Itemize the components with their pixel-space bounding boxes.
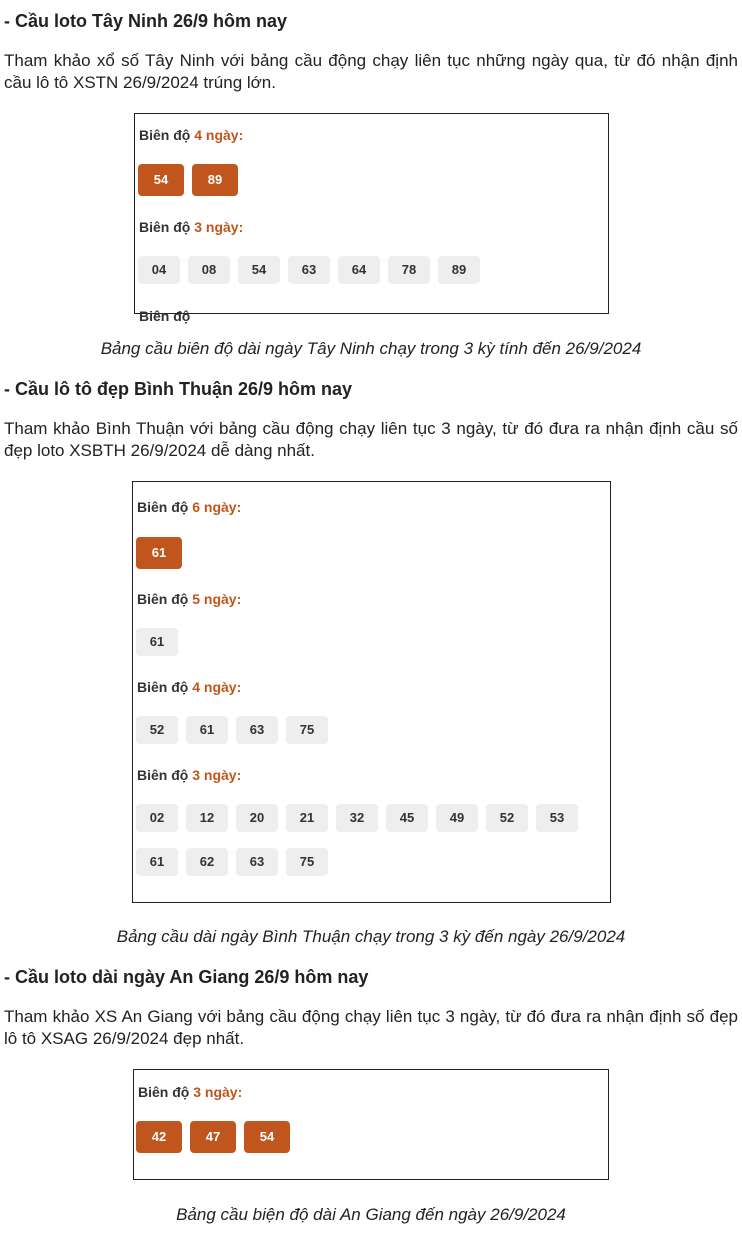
heading-an-giang: - Cầu loto dài ngày An Giang 26/9 hôm nay: [4, 967, 369, 987]
row-label-days: 4 ngày:: [192, 679, 242, 695]
row-label-days: 3 ngày:: [192, 767, 242, 783]
paragraph-binh-thuan: Tham khảo Bình Thuận với bảng cầu động chạy liên tục 3 ngày, từ đó đưa ra nhận định cầu số đẹp loto XSBTH 26/9/2024 dễ dàng nhất.: [4, 419, 738, 460]
number-chip: 42: [136, 1121, 182, 1153]
row-label-days: 3 ngày:: [193, 1084, 243, 1100]
number-chip: 04: [138, 256, 180, 284]
number-chip: 54: [244, 1121, 290, 1153]
caption-tay-ninh: Bảng cầu biên độ dài ngày Tây Ninh chạy trong 3 kỳ tính đến 26/9/2024: [100, 339, 642, 358]
row-label-prefix: Biên độ: [139, 308, 191, 324]
row-label-prefix: Biên độ: [139, 127, 191, 143]
number-chip: 49: [436, 804, 478, 832]
number-chip: 78: [388, 256, 430, 284]
row-label: [137, 767, 241, 783]
number-chip: 52: [486, 804, 528, 832]
row-label-prefix: Biên độ: [138, 1084, 190, 1100]
lottery-table-binh-thuan: [132, 481, 611, 903]
row-label: [139, 127, 243, 143]
lottery-table-an-giang: [133, 1069, 609, 1180]
paragraph-an-giang: Tham khảo XS An Giang với bảng cầu động chạy liên tục 3 ngày, từ đó đưa ra nhận định số đẹp lô tô XSAG 26/9/2024 đẹp nhất.: [4, 1007, 738, 1048]
row-label: [137, 679, 241, 695]
number-chip: 63: [236, 848, 278, 876]
row-label: [137, 499, 241, 515]
row-label-days: 4 ngày:: [194, 127, 244, 143]
number-chip: 02: [136, 804, 178, 832]
row-label: [139, 219, 243, 235]
number-chip: 75: [286, 848, 328, 876]
row-label-prefix: Biên độ: [139, 219, 191, 235]
number-chip: 52: [136, 716, 178, 744]
number-chip: 20: [236, 804, 278, 832]
number-chip: 45: [386, 804, 428, 832]
paragraph-tay-ninh: Tham khảo xổ số Tây Ninh với bảng cầu động chạy liên tục những ngày qua, từ đó nhận định cầu lô tô XSTN 26/9/2024 trúng lớn.: [4, 51, 738, 92]
number-chip: 62: [186, 848, 228, 876]
number-chip: 61: [136, 848, 178, 876]
number-chip: 21: [286, 804, 328, 832]
number-chip: 61: [186, 716, 228, 744]
number-chip: 12: [186, 804, 228, 832]
row-label-cutoff: [139, 308, 190, 324]
number-chip: 54: [138, 164, 184, 196]
number-chip: 61: [136, 537, 182, 569]
heading-binh-thuan: - Cầu lô tô đẹp Bình Thuận 26/9 hôm nay: [4, 379, 353, 399]
heading-tay-ninh: - Cầu loto Tây Ninh 26/9 hôm nay: [4, 11, 288, 31]
number-chip: 08: [188, 256, 230, 284]
caption-binh-thuan: Bảng cầu dài ngày Bình Thuận chạy trong 3 kỳ đến ngày 26/9/2024: [116, 927, 626, 946]
row-label-days: 6 ngày:: [192, 499, 242, 515]
row-label-prefix: Biên độ: [137, 499, 189, 515]
number-chip: 89: [438, 256, 480, 284]
number-chip: 63: [288, 256, 330, 284]
row-label-days: 5 ngày:: [192, 591, 242, 607]
number-chip: 53: [536, 804, 578, 832]
row-label: [137, 591, 241, 607]
row-label: [138, 1084, 242, 1100]
row-label-prefix: Biên độ: [137, 679, 189, 695]
number-chip: 89: [192, 164, 238, 196]
row-label-days: 3 ngày:: [194, 219, 244, 235]
lottery-table-tay-ninh: [134, 113, 609, 324]
number-chip: 75: [286, 716, 328, 744]
caption-an-giang: Bảng cầu biện độ dài An Giang đến ngày 26/9/2024: [176, 1205, 566, 1224]
number-chip: 54: [238, 256, 280, 284]
number-chip: 47: [190, 1121, 236, 1153]
number-chip: 64: [338, 256, 380, 284]
number-chip: 63: [236, 716, 278, 744]
number-chip: 32: [336, 804, 378, 832]
row-label-prefix: Biên độ: [137, 767, 189, 783]
number-chip: 61: [136, 628, 178, 656]
row-label-prefix: Biên độ: [137, 591, 189, 607]
